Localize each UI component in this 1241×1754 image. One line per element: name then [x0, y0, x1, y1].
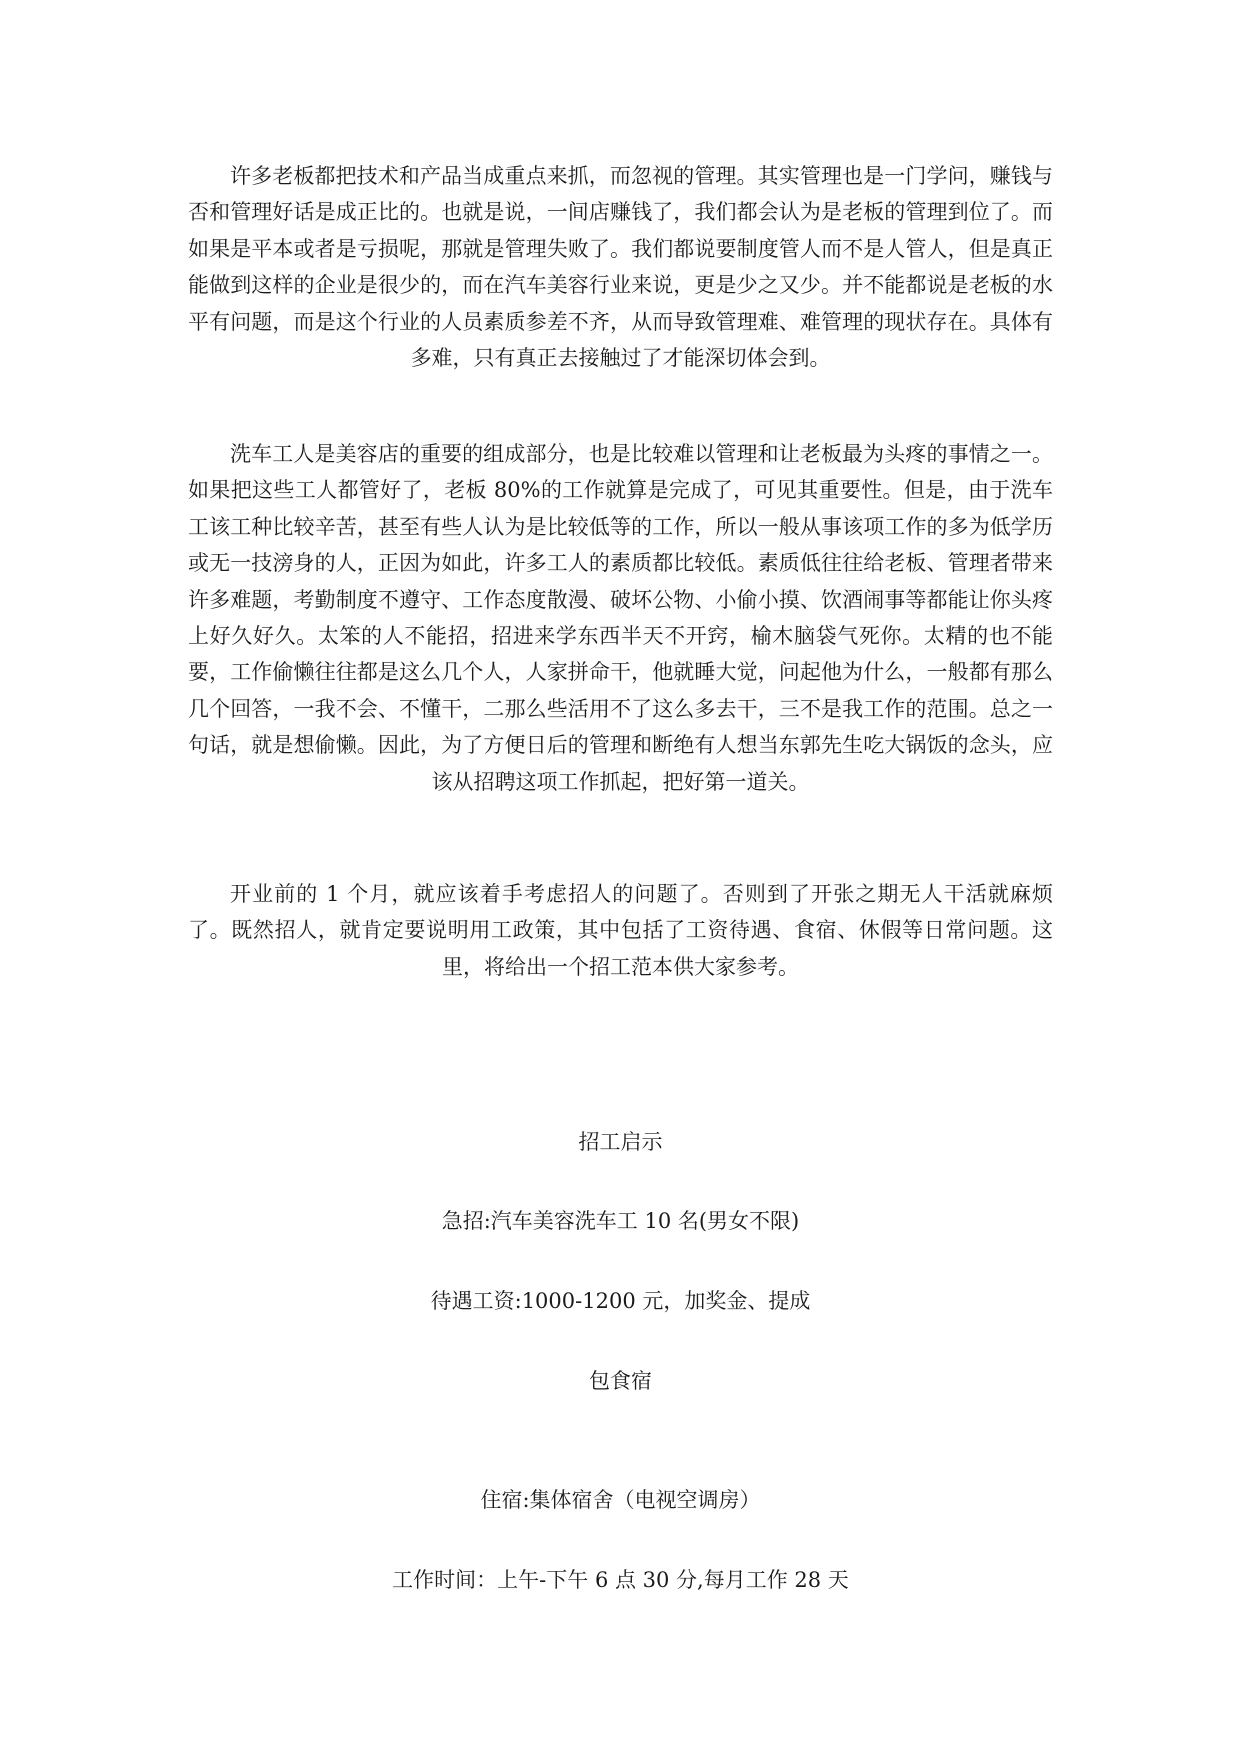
notice-board: 包食宿	[589, 1369, 652, 1393]
paragraph-hiring-timing: 开业前的 1 个月，就应该着手考虑招人的问题了。否则到了开张之期无人干活就麻烦了。既然招人，就肯定要说明用工政策，其中包括了工资待遇、食宿、休假等日常问题。这里，将给出一个招工范本供大家参考。	[188, 882, 1053, 979]
paragraph-car-wash-workers: 洗车工人是美容店的重要的组成部分，也是比较难以管理和让老板最为头疼的事情之一。如果把这些工人都管好了，老板 80%的工作就算是完成了，可见其重要性。但是，由于洗车工该工种比较辛苦，甚至有些人认为是比较低等的工作，所以一般从事该项工作的多为低学历或无一技滂身的人，正因为如此，许多工人的素质都比较低。素质低往往给老板、管理者带来许多难题，考勤制度不遵守、工作态度散漫、破坏公物、小偷小摸、饮酒闹事等都能让你头疼上好久好久。太笨的人不能招，招进来学东西半天不开窍，榆木脑袋气死你。太精的也不能要，工作偷懒往往都是这么几个人，人家拼命干，他就睡大觉，问起他为什么，一般都有那么几个回答，一我不会、不懂干，二那么些活用不了这么多去干，三不是我工作的范围。总之一句话，就是想偷懒。因此，为了方便日后的管理和断绝有人想当东郭先生吃大锅饭的念头，应该从招聘这项工作抓起，把好第一道关。	[188, 442, 1053, 794]
notice-title: 招工启示	[578, 1130, 663, 1154]
notice-salary: 待遇工资:1000-1200 元，加奖金、提成	[430, 1289, 811, 1313]
notice-urgent-hiring: 急招:汽车美容洗车工 10 名(男女不限)	[441, 1209, 800, 1233]
notice-working-hours: 工作时间：上午-下午 6 点 30 分,每月工作 28 天	[392, 1568, 849, 1592]
notice-lodging: 住宿:集体宿舍（电视空调房）	[480, 1488, 761, 1512]
paragraph-management: 许多老板都把技术和产品当成重点来抓，而忽视的管理。其实管理也是一门学问，赚钱与否和管理好话是成正比的。也就是说，一间店赚钱了，我们都会认为是老板的管理到位了。而如果是平本或者是亏损呢，那就是管理失败了。我们都说要制度管人而不是人管人，但是真正能做到这样的企业是很少的，而在汽车美容行业来说，更是少之又少。并不能都说是老板的水平有问题，而是这个行业的人员素质参差不齐，从而导致管理难、难管理的现状存在。具体有多难，只有真正去接触过了才能深切体会到。	[188, 164, 1053, 371]
